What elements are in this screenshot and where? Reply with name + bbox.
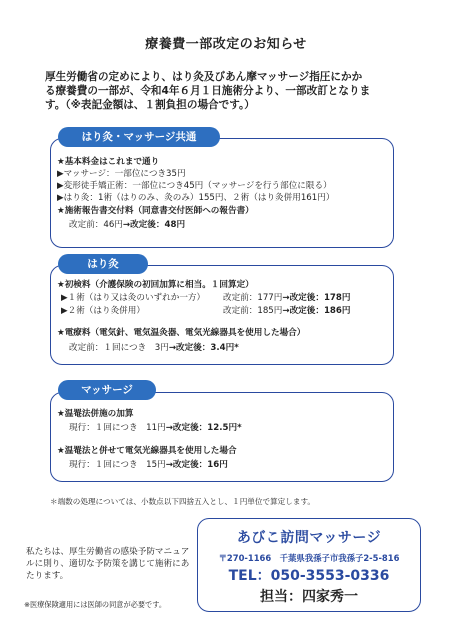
massage-fee-line: ▶マッサージ：一部位につき35円	[57, 169, 186, 179]
contact-box	[197, 518, 421, 612]
massage-section	[50, 392, 394, 482]
page-title: 療養費一部改定のお知らせ	[145, 37, 307, 52]
acupuncture-fee-line: ▶はり灸：1術（はりのみ、灸のみ）155円、２術（はり灸併用161円）	[57, 193, 335, 203]
basic-fee-heading: ★基本料金はこれまで通り	[57, 157, 160, 167]
clinic-phone: TEL：050-3553-0336	[228, 568, 390, 584]
tab-common: はり灸・マッサージ共通	[58, 127, 220, 147]
warm-electric-change	[69, 460, 228, 471]
report-fee-before: 改定前：46円	[69, 220, 123, 230]
initial-row-1-label: ▶１術（はり又は灸のいずれか一方）	[61, 293, 206, 303]
electric-therapy-change	[69, 343, 239, 354]
warm-compress-change	[69, 423, 242, 434]
tab-hari: はり灸	[58, 254, 148, 274]
initial-row-1-before: 改定前：177円	[223, 293, 283, 303]
initial-row-2-after: →改定後：186円	[282, 306, 351, 316]
warm-electric-before: 現行：１回につき 15円	[69, 460, 166, 470]
clinic-name: あびこ訪問マッサージ	[236, 530, 382, 546]
initial-row-2-change	[223, 306, 350, 317]
doctor-consent-note: ※医療保険適用には医師の同意が必要です。	[24, 600, 167, 609]
report-fee-after: →改定後：48円	[122, 220, 186, 230]
intro-line: 厚生労働省の定めにより、はり灸及びあん摩マッサージ指圧にかか	[45, 71, 363, 83]
tab-massage: マッサージ	[58, 380, 156, 400]
report-fee-heading: ★施術報告書交付料（同意書交付医師への報告書）	[57, 206, 254, 216]
warm-compress-after: →改定後：12.5円*	[165, 423, 242, 433]
warm-compress-before: 現行：１回につき 11円	[69, 423, 166, 433]
common-section	[50, 138, 394, 248]
correction-fee-line: ▶変形徒手矯正術：一部位につき45円（マッサージを行う部位に限る）	[57, 181, 332, 191]
initial-row-2-before: 改定前：185円	[223, 306, 283, 316]
electric-therapy-after: →改定後：3.4円*	[168, 343, 239, 353]
rounding-footnote: ＊端数の処理については、小数点以下四捨五入とし、１円単位で算定します。	[50, 497, 316, 506]
contact-person: 担当：四家秀一	[260, 589, 358, 605]
warm-compress-heading: ★温罨法併施の加算	[57, 409, 134, 419]
warm-electric-after: →改定後：16円	[165, 460, 228, 470]
intro-line: る療養費の一部が、令和4年６月１日施術分より、一部改訂となりま	[45, 85, 371, 97]
intro-line: す。（※表記金額は、１割負担の場合です。）	[45, 99, 255, 111]
report-fee-change	[69, 220, 185, 231]
electric-therapy-before: 改定前：１回につき 3円	[69, 343, 169, 353]
hari-section	[50, 265, 394, 365]
clinic-address: 〒270-1166 千葉県我孫子市我孫子2-5-816	[218, 553, 400, 563]
initial-exam-heading: ★初検料（介護保険の初回加算に相当。１回算定）	[57, 280, 254, 290]
electric-therapy-heading: ★電療料（電気針、電気温灸器、電気光線器具を使用した場合）	[57, 328, 306, 338]
infection-control-note: 私たちは、厚生労働省の感染予防マニュアルに則り、適切な予防策を講じて施術にあたります。	[26, 547, 190, 581]
initial-row-1-after: →改定後：178円	[282, 293, 351, 303]
warm-electric-heading: ★温罨法と併せて電気光線器具を使用した場合	[57, 446, 237, 456]
initial-row-2-label: ▶２術（はり灸併用）	[61, 306, 145, 316]
intro-text	[45, 70, 415, 112]
initial-row-1-change	[223, 293, 350, 304]
